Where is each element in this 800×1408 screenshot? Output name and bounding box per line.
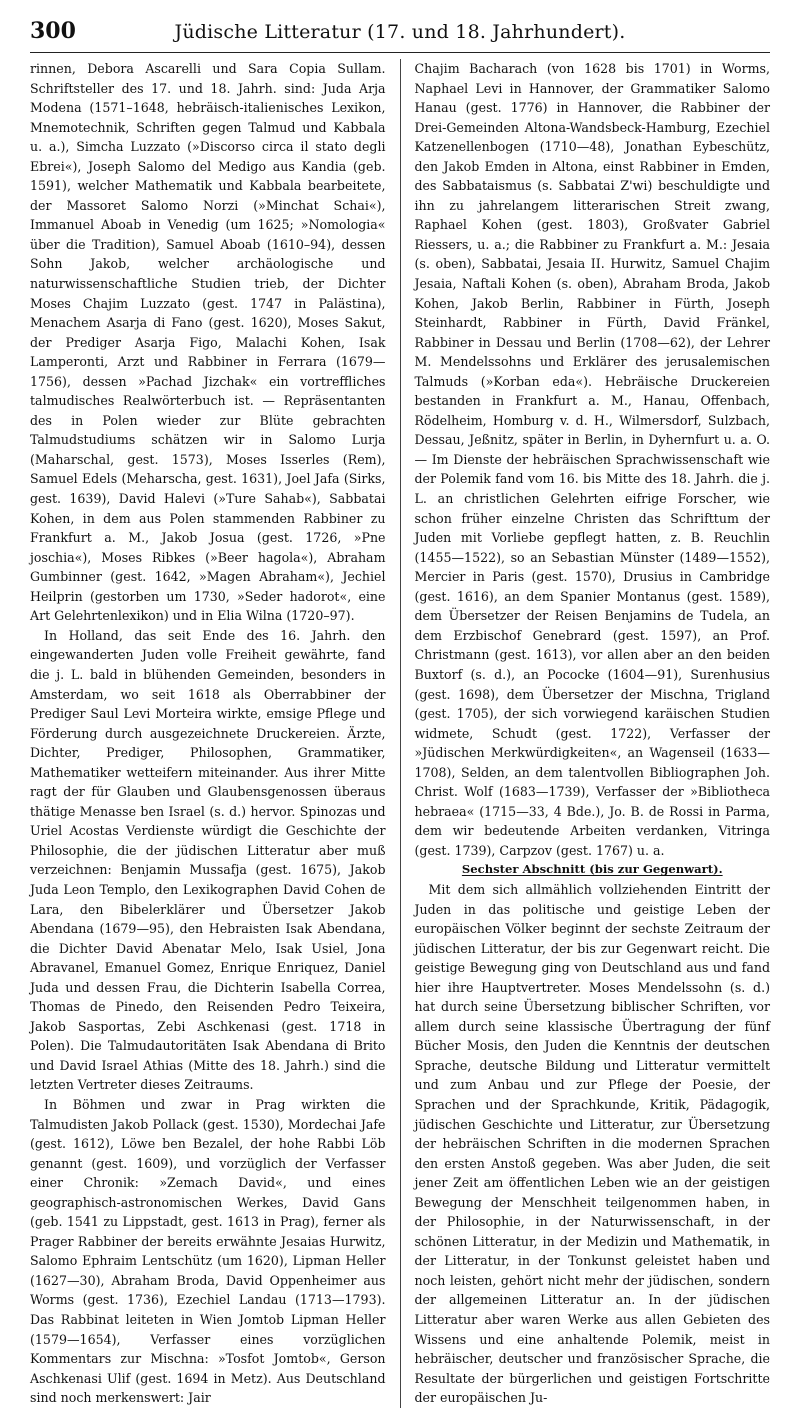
section-subheading: Sechster Abschnitt (bis zur Gegenwart).	[461, 862, 723, 877]
left-column	[30, 59, 386, 1408]
right-column	[415, 59, 771, 1408]
left-paragraph-1: rinnen, Debora Ascarelli und Sara Copia Sullam. Schriftsteller des 17. und 18. Jahrh. sind: Juda Arja Modena (1571–1648, hebräisch-italienisches Lexikon, Mnemotechnik, Schriften gegen Talmud und Kabbala u. a.), Simcha Luzzato (»Discorso circa il stato degli Ebrei«), Joseph Salomo del Medigo aus Kandia (geb. 1591), welcher Mathematik und Kabbala bearbeitete, der Massoret Salomo Norzi (»Minchat Schai«), Immanuel Aboab in Venedig (um 1625; »Nomologia« über die Tradition), Samuel Aboab (1610–94), dessen Sohn Jakob, welcher archäologische und naturwissenschaftliche Studien trieb, der Dichter Moses Chajim Luzzato (gest. 1747 in Palästina), Menachem Asarja di Fano (gest. 1620), Moses Sakut, der Prediger Asarja Figo, Malachi Kohen, Isak Lamperonti, Arzt und Rabbiner in Ferrara (1679—1756), dessen »Pachad Jizchak« ein vortreffliches talmudisches Realwörterbuch ist. — Repräsentanten des in Polen wieder zur Blüte gebrachten Talmudstudiums schätzen wir in Salomo Lurja (Maharschal, gest. 1573), Moses Isserles (Rem), Samuel Edels (Meharscha, gest. 1631), Joel Jafa (Sirks, gest. 1639), David Halevi (»Ture Sahab«), Sabbatai Kohen, in dem aus Polen stammenden Rabbiner zu Frankfurt a. M., Jakob Josua (gest. 1726, »Pne joschia«), Moses Ribkes (»Beer hagola«), Abraham Gumbinner (gest. 1642, »Magen Abraham«), Jechiel Heilprin (gestorben um 1730, »Seder hadorot«, eine Art Gelehrtenlexikon) und in Elia Wilna (1720–97).	[30, 61, 386, 624]
page-header	[30, 18, 770, 53]
left-paragraph-boehmen: In Böhmen und zwar in Prag wirkten die Talmudisten Jakob Pollack (gest. 1530), Mordechai Jafe (gest. 1612), Löwe ben Bezalel, der hohe Rabbi Löb genannt (gest. 1609), und vorzüglich der Verfasser einer Chronik: »Zemach David«, und eines geographisch-astronomischen Werkes, David Gans (geb. 1541 zu Lippstadt, gest. 1613 in Prag), ferner als Prager Rabbiner der bereits erwähnte Jesaias Hurwitz, Salomo Ephraim Lentschütz (um 1620), Lipman Heller (1627—30), Abraham Broda, David Oppenheimer aus Worms (gest. 1736), Ezechiel Landau (1713—1793). Das Rabbinat leiteten in Wien Jomtob Lipman Heller (1579—1654), Verfasser eines vorzüglichen Kommentars zur Mischna: »Tosfot Jomtob«, Gerson Aschkenasi Ulif (gest. 1694 in Metz). Aus Deutschland sind noch merkenswert: Jair	[30, 1096, 386, 1406]
running-title: Jüdische Litteratur (17. und 18. Jahrhundert).	[174, 21, 626, 43]
right-paragraph-2: Mit dem sich allmählich vollziehenden Eintritt der Juden in das politische und geistige Leben der europäischen Völker beginnt der sechste Zeitraum der jüdischen Litteratur, der bis zur Gegenwart reicht. Die geistige Bewegung ging von Deutschland aus und fand hier ihre Hauptvertreter. Moses Mendelssohn (s. d.) hat durch seine Übersetzung biblischer Schriften, vor allem durch seine klassische Übertragung der fünf Bücher Mosis, den Juden die Kenntnis der deutschen Sprache, deutsche Bildung und Litteratur vermittelt und zum Anbau und zur Pflege der Poesie, der Sprachen und der Sprachkunde, Kritik, Pädagogik, jüdischen Geschichte und Litteratur, zur Übersetzung der hebräischen Schriften in die modernen Sprachen den ersten Anstoß gegeben. Was aber Juden, die seit jener Zeit am öffentlichen Leben wie an der geistigen Bewegung der Menschheit teilgenommen haben, in der Philosophie, in der Naturwissenschaft, in der schönen Litteratur, in der Medizin und Mathematik, in der Litteratur, in der Tonkunst geleistet haben und noch leisten, gehört nicht mehr der jüdischen, sondern der allgemeinen Litteratur an. In der jüdischen Litteratur aber waren Werke aus allen Gebieten des Wissens und eine anhaltende Polemik, meist in hebräischer, deutscher und französischer Sprache, die Resultate der bürgerlichen und geistigen Fortschritte der europäischen Ju-	[414, 881, 771, 1406]
right-paragraph-1: Chajim Bacharach (von 1628 bis 1701) in Worms, Naphael Levi in Hannover, der Grammatiker Salomo Hanau (gest. 1776) in Hannover, die Rabbiner der Drei-Gemeinden Altona-Wandsbeck-Hamburg, Ezechiel Katzenellenbogen (1710—48), Jonathan Eybeschütz, den Jakob Emden in Altona, einst Rabbiner in Emden, des Sabbataismus (s. Sabbatai Z'wi) beschuldigte und ihn zu jahrelangem litterarischen Streit zwang, Raphael Kohen (gest. 1803), Großvater Gabriel Riessers, u. a.; die Rabbiner zu Frankfurt a. M.: Jesaia (s. oben), Sabbatai, Jesaia II. Hurwitz, Samuel Chajim Jesaia, Naftali Kohen (s. oben), Abraham Broda, Jakob Kohen, Jakob Berlin, Rabbiner in Fürth, Joseph Steinhardt, Rabbiner in Fürth, David Fränkel, Rabbiner in Dessau und Berlin (1708—62), der Lehrer M. Mendelssohns und Erklärer des jerusalemischen Talmuds (»Korban eda«). Hebräische Druckereien bestanden in Frankfurt a. M., Hanau, Offenbach, Rödelheim, Homburg v. d. H., Wilmersdorf, Sulzbach, Dessau, Jeßnitz, später in Berlin, in Dyhernfurt u. a. O. — Im Dienste der hebräischen Sprachwissenschaft wie der Polemik fand vom 16. bis Mitte des 18. Jahrh. die j. L. an christlichen Gelehrten eifrige Forscher, wie schon früher einzelne Christen das Schrifttum der Juden mit Vorliebe gepflegt hatten, z. B. Reuchlin (1455—1522), so an Sebastian Münster (1489—1552), Mercier in Paris (gest. 1570), Drusius in Cambridge (gest. 1616), an dem Spanier Montanus (gest. 1589), dem Übersetzer der Reisen Benjamins de Tudela, an dem Erzbischof Genebrard (gest. 1597), an Prof. Christmann (gest. 1613), vor allen aber an den beiden Buxtorf (s. d.), an Pococke (1604—91), Surenhusius (gest. 1698), dem Übersetzer der Mischna, Trigland (gest. 1705), der sich vorwiegend karäischen Studien widmete, Schudt (gest. 1722), Verfasser der »Jüdischen Merkwürdigkeiten«, an Wagenseil (1633—1708), Selden, an dem talentvollen Bibliographen Joh. Christ. Wolf (1683—1739), Verfasser der »Bibliotheca hebraea« (1715—33, 4 Bde.), Jo. B. de Rossi in Parma, dem wir bedeutende Arbeiten verdanken, Vitringa (gest. 1739), Carpzov (gest. 1767) u. a.	[414, 61, 771, 858]
text-columns	[30, 59, 770, 1408]
page-number: 300	[30, 18, 76, 44]
left-paragraph-holland: In Holland, das seit Ende des 16. Jahrh. den eingewanderten Juden volle Freiheit gewährte, fand die j. L. bald in blühenden Gemeinden, besonders in Amsterdam, wo seit 1618 als Oberrabbiner der Prediger Saul Levi Morteira wirkte, emsige Pflege und Förderung durch ausgezeichnete Druckereien. Ärzte, Dichter, Prediger, Philosophen, Grammatiker, Mathematiker wetteifern miteinander. Aus ihrer Mitte ragt der für Glauben und Glaubensgenossen überaus thätige Menasse ben Israel (s. d.) hervor. Spinozas und Uriel Acostas Verdienste würdigt die Geschichte der Philosophie, die der jüdischen Litteratur aber muß verzeichnen: Benjamin Mussafja (gest. 1675), Jakob Juda Leon Templo, den Lexikographen David Cohen de Lara, den Bibelerklärer und Übersetzer Jakob Abendana (1679—95), den Hebraisten Isak Abendana, die Dichter David Abenatar Melo, Isak Usiel, Jona Abravanel, Emanuel Gomez, Enrique Enriquez, Daniel Juda und dessen Frau, die Dichterin Isabella Correa, Thomas de Pinedo, den Reisenden Pedro Teixeira, Jakob Sasportas, Zebi Aschkenasi (gest. 1718 in Polen). Die Talmudautoritäten Isak Abendana di Brito und David Israel Athias (Mitte des 18. Jahrh.) sind die letzten Vertreter dieses Zeitraums.	[30, 627, 386, 1093]
column-divider	[400, 59, 401, 1408]
